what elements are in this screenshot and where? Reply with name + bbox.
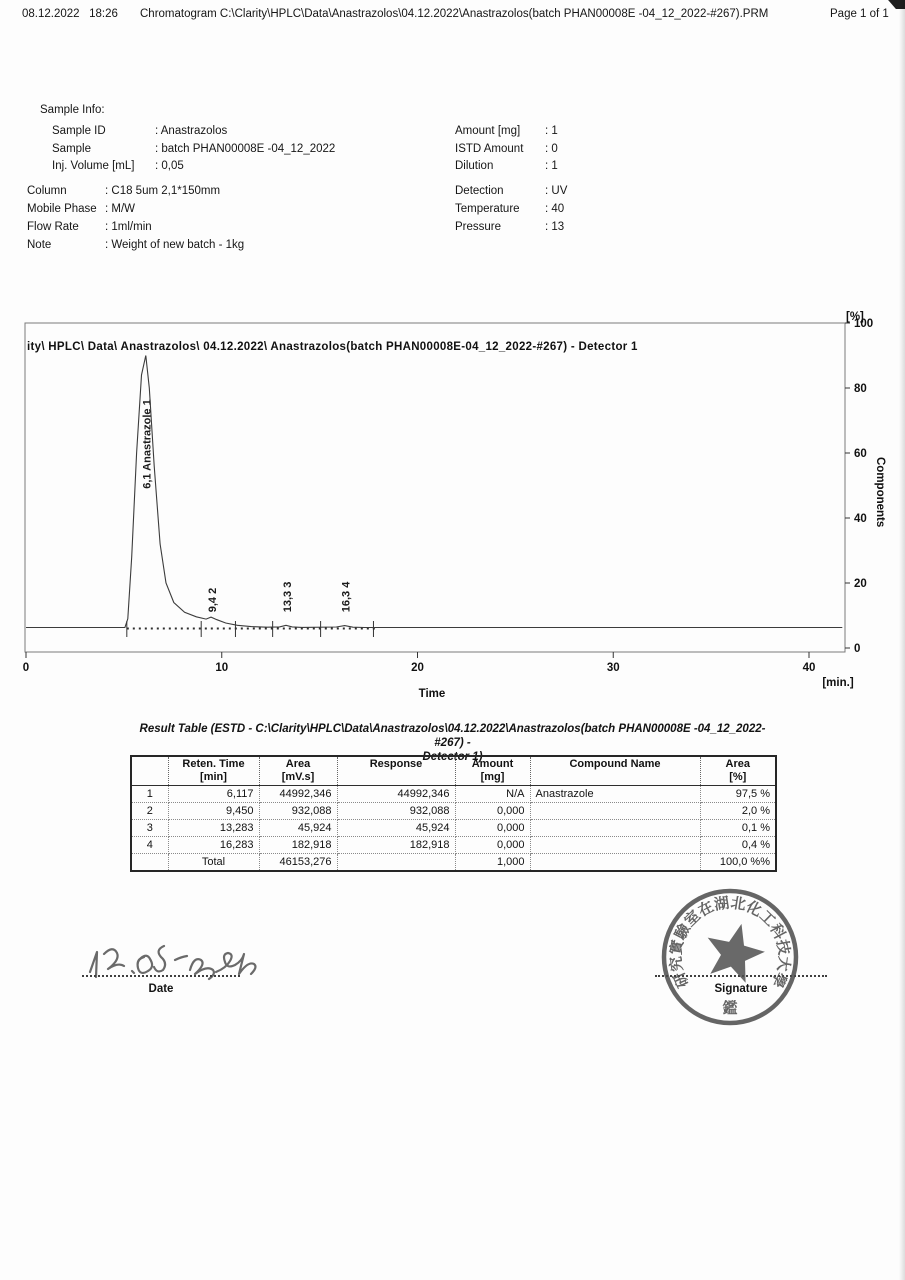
result-table-header-row: [131, 756, 776, 786]
table-cell: Total: [168, 854, 259, 872]
date-label: Date: [148, 983, 174, 995]
sample-info-left: [52, 123, 335, 176]
x-axis-unit: [min.]: [822, 677, 854, 689]
info-row: [455, 158, 558, 176]
table-row: [131, 820, 776, 837]
info-label: Column: [27, 185, 67, 197]
info-row: [455, 200, 567, 218]
table-cell: 1,000: [455, 854, 530, 872]
header-page-number: Page 1 of 1: [830, 8, 889, 20]
table-cell: 97,5 %: [700, 786, 776, 803]
stamp-ring-char: 北: [729, 893, 748, 914]
info-row: [455, 141, 558, 159]
table-row: [131, 803, 776, 820]
result-table-caption-line2: Detector 1): [422, 751, 483, 763]
x-tick-label: 20: [411, 662, 424, 674]
info-value: : 13: [545, 221, 565, 233]
stamp-ring-char: 湖: [712, 893, 731, 914]
table-cell: [530, 820, 700, 837]
info-value: : 1: [545, 125, 558, 137]
table-cell: 2,0 %: [700, 803, 776, 820]
stamp-ring-char: 研: [669, 969, 693, 991]
table-cell: 45,924: [337, 820, 455, 837]
info-value: : UV: [545, 185, 568, 197]
table-cell: 44992,346: [259, 786, 337, 803]
x-tick-label: 30: [606, 662, 620, 674]
info-value: : Weight of new batch - 1kg: [105, 239, 245, 251]
table-row: [131, 786, 776, 803]
info-value: : 40: [545, 203, 565, 215]
info-label: Inj. Volume [mL]: [52, 160, 135, 172]
stamp-ring-char: 室: [680, 906, 704, 930]
info-row: [27, 218, 244, 236]
peak-label: 6,1 Anastrazole 1: [141, 399, 154, 489]
info-value: : Anastrazolos: [155, 125, 228, 137]
x-tick-label: 40: [802, 662, 816, 674]
company-stamp: [645, 872, 821, 1048]
info-label: Dilution: [455, 160, 494, 172]
info-row: [455, 123, 558, 141]
column-header: Area [%]: [700, 756, 776, 786]
table-cell: 45,924: [259, 820, 337, 837]
table-cell: 16,283: [168, 837, 259, 854]
chart-title: ity\ HPLC\ Data\ Anastrazolos\ 04.12.2022\ Anastrazolos(batch PHAN00008E-04_12_2022-#267) - Detector 1: [27, 341, 638, 353]
info-row: [455, 182, 567, 200]
x-tick-label: 10: [215, 662, 229, 674]
info-value: : M/W: [105, 203, 136, 215]
info-value: : 1ml/min: [105, 221, 152, 233]
total-row: [131, 854, 776, 872]
stamp-bottom-char: 鑑: [722, 999, 738, 1017]
info-label: Note: [27, 239, 52, 251]
method-info-right: [455, 182, 567, 236]
table-cell: 2: [131, 803, 168, 820]
date-line: [82, 975, 240, 977]
info-row: [27, 182, 244, 200]
y-axis-unit: [%]: [846, 311, 864, 323]
signature-label: Signature: [714, 983, 768, 995]
column-header: Reten. Time [min]: [168, 756, 259, 786]
info-row: [52, 123, 335, 141]
table-cell: N/A: [455, 786, 530, 803]
column-header: Amount [mg]: [455, 756, 530, 786]
info-label: Temperature: [455, 203, 520, 215]
table-cell: [131, 854, 168, 872]
info-row: [52, 141, 335, 159]
info-value: : C18 5um 2,1*150mm: [105, 185, 221, 197]
peak-label: 9,4 2: [206, 587, 219, 613]
table-cell: 932,088: [259, 803, 337, 820]
info-row: [455, 218, 567, 236]
stamp-ring-char: 學: [767, 969, 791, 991]
y-tick-label: 40: [854, 513, 867, 525]
stamp-star: [708, 924, 765, 983]
info-value: : batch PHAN00008E -04_12_2022: [155, 142, 336, 155]
method-info-left: [27, 182, 244, 254]
table-cell: 0,4 %: [700, 837, 776, 854]
info-label: Mobile Phase: [27, 203, 97, 215]
table-row: [131, 837, 776, 854]
result-table: [130, 755, 777, 872]
stamp-ring-char: 化: [743, 897, 765, 921]
table-cell: [530, 854, 700, 872]
table-cell: 100,0 %%: [700, 854, 776, 872]
info-label: ISTD Amount: [455, 142, 524, 155]
stamp-ring-char: 在: [695, 897, 717, 921]
info-value: : 1: [545, 160, 558, 172]
table-cell: 0,000: [455, 803, 530, 820]
column-header: Area [mV.s]: [259, 756, 337, 786]
info-row: [52, 158, 335, 176]
table-cell: 932,088: [337, 803, 455, 820]
y-tick-label: 0: [854, 643, 861, 655]
sample-info-heading: Sample Info:: [40, 104, 105, 116]
table-cell: 6,117: [168, 786, 259, 803]
column-header: Response: [337, 756, 455, 786]
table-cell: 13,283: [168, 820, 259, 837]
column-header: [131, 756, 168, 786]
table-cell: 44992,346: [337, 786, 455, 803]
info-label: Sample ID: [52, 125, 106, 137]
table-cell: 9,450: [168, 803, 259, 820]
table-cell: 4: [131, 837, 168, 854]
stamp-ring-char: 驗: [670, 920, 694, 943]
scan-edge-shade: [899, 0, 905, 1280]
table-cell: 0,1 %: [700, 820, 776, 837]
table-cell: Anastrazole: [530, 786, 700, 803]
peak-label: 13,3 3: [282, 581, 295, 613]
sample-info-right: [455, 123, 558, 176]
table-cell: 0,000: [455, 837, 530, 854]
result-table-caption-line1: Result Table (ESTD - C:\Clarity\HPLC\Data\Anastrazolos\04.12.2022\Anastrazolos(batch PHAN00008E -04_12_2022-#267) -: [139, 723, 766, 749]
stamp-ring-char: 究: [666, 955, 687, 973]
x-axis-title: Time: [418, 688, 446, 700]
table-cell: 1: [131, 786, 168, 803]
table-cell: [337, 854, 455, 872]
stamp-ring-char: 科: [766, 920, 790, 943]
info-label: Detection: [455, 185, 504, 197]
info-value: : 0,05: [155, 160, 184, 172]
info-label: Sample: [52, 142, 91, 155]
info-label: Amount [mg]: [455, 125, 521, 137]
table-cell: 0,000: [455, 820, 530, 837]
stamp-ring-char: 實: [666, 938, 688, 957]
y-tick-label: 80: [854, 383, 867, 395]
header-doc-title: Chromatogram C:\Clarity\HPLC\Data\Anastrazolos\04.12.2022\Anastrazolos(batch PHAN00008E -04_12_2022-#267).PRM: [140, 8, 769, 20]
stamp-ring-char: 技: [772, 938, 794, 957]
info-row: [27, 236, 244, 254]
signal-trace: [26, 356, 842, 628]
table-cell: 3: [131, 820, 168, 837]
info-label: Flow Rate: [27, 221, 79, 233]
x-tick-label: 0: [22, 662, 30, 674]
y-tick-label: 20: [854, 578, 867, 590]
column-header: Compound Name: [530, 756, 700, 786]
table-cell: 46153,276: [259, 854, 337, 872]
info-value: : 0: [545, 142, 558, 155]
stamp-ring-char: 工: [756, 906, 780, 930]
peak-label: 16,3 4: [340, 581, 353, 613]
y-tick-label: 100: [854, 318, 874, 330]
info-row: [27, 200, 244, 218]
table-cell: [530, 837, 700, 854]
chromatogram-chart: [0, 300, 905, 700]
table-cell: [530, 803, 700, 820]
stamp-ring-char: 大: [773, 955, 794, 973]
info-label: Pressure: [455, 221, 502, 233]
y-tick-label: 60: [854, 448, 867, 460]
header-datetime: 08.12.2022 18:26: [22, 8, 118, 20]
y-axis-title: Components: [874, 457, 886, 528]
table-cell: 182,918: [337, 837, 455, 854]
table-cell: 182,918: [259, 837, 337, 854]
